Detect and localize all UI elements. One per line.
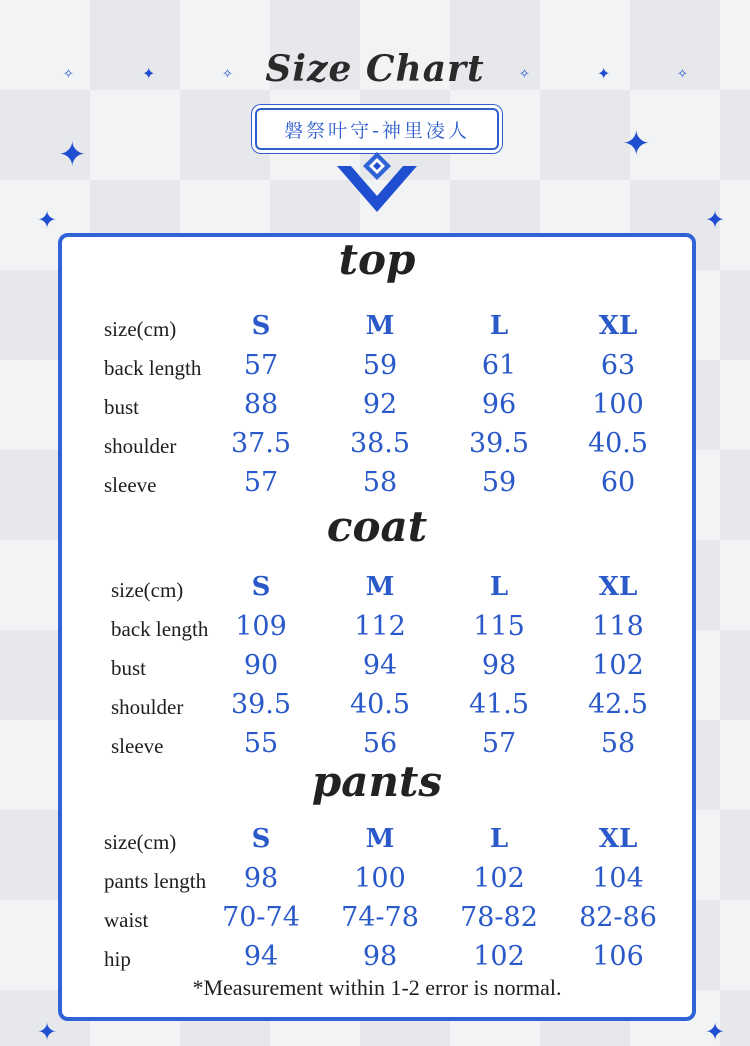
value-cell: 61 — [481, 350, 517, 381]
value-cell: 88 — [243, 389, 279, 420]
row-label: bust — [104, 395, 140, 419]
table-row — [62, 311, 692, 350]
value-cell: 57 — [243, 350, 279, 381]
value-cell: 59 — [362, 350, 398, 381]
section-title-top: top — [338, 235, 416, 284]
value-cell: 57 — [481, 728, 517, 759]
star-icon: ✦ — [37, 1018, 58, 1046]
table-row — [62, 650, 692, 689]
table-row — [62, 350, 692, 389]
size-header-cell: XL — [598, 824, 638, 854]
value-cell: 56 — [362, 728, 398, 759]
value-cell: 59 — [481, 467, 517, 498]
table-row — [62, 428, 692, 467]
value-cell: 102 — [473, 863, 525, 894]
row-label: shoulder — [111, 695, 184, 719]
value-cell: 96 — [481, 389, 517, 420]
row-label: hip — [104, 947, 131, 971]
value-cell: 74-78 — [341, 902, 419, 933]
value-cell: 100 — [354, 863, 406, 894]
value-cell: 40.5 — [587, 428, 649, 459]
size-header-cell: M — [365, 824, 395, 854]
value-cell: 118 — [592, 611, 644, 642]
value-cell: 39.5 — [230, 689, 292, 720]
value-cell: 37.5 — [230, 428, 292, 459]
value-cell: 98 — [243, 863, 279, 894]
row-label: sleeve — [111, 734, 164, 758]
row-label: size(cm) — [111, 578, 184, 602]
subtitle-banner — [255, 108, 499, 150]
value-cell: 39.5 — [468, 428, 530, 459]
value-cell: 78-82 — [460, 902, 538, 933]
table-row — [62, 611, 692, 650]
star-icon: ✦ — [142, 64, 156, 83]
measurement-note: *Measurement within 1-2 error is normal. — [192, 975, 562, 1000]
size-header-cell: M — [365, 311, 395, 341]
row-label: back length — [104, 356, 202, 380]
size-header-cell: XL — [598, 572, 638, 602]
value-cell: 82-86 — [579, 902, 657, 933]
value-cell: 98 — [362, 941, 398, 972]
star-icon: ✦ — [597, 64, 611, 83]
star-outline-icon: ✧ — [63, 67, 74, 82]
section-title-pants: pants — [311, 757, 443, 806]
size-header-cell: S — [251, 572, 271, 602]
star-outline-icon: ✧ — [519, 67, 530, 82]
value-cell: 63 — [600, 350, 636, 381]
value-cell: 60 — [600, 467, 636, 498]
star-icon: ✦ — [37, 206, 58, 234]
star-outline-icon: ✧ — [677, 67, 688, 82]
value-cell: 38.5 — [349, 428, 411, 459]
value-cell: 109 — [235, 611, 287, 642]
row-label: pants length — [104, 869, 207, 893]
table-row — [62, 902, 692, 941]
table-row — [62, 824, 692, 863]
section-title-coat: coat — [326, 502, 428, 551]
row-label: size(cm) — [104, 317, 177, 341]
size-header-cell: L — [489, 572, 509, 602]
value-cell: 42.5 — [587, 689, 649, 720]
value-cell: 102 — [592, 650, 644, 681]
size-header-cell: S — [251, 824, 271, 854]
star-icon: ✦ — [622, 124, 651, 164]
row-label: size(cm) — [104, 830, 177, 854]
star-icon: ✦ — [58, 135, 87, 175]
row-label: back length — [111, 617, 209, 641]
table-row — [62, 689, 692, 728]
page-title: Size Chart — [265, 48, 485, 90]
value-cell: 115 — [473, 611, 525, 642]
table-row — [62, 863, 692, 902]
size-table-card — [58, 233, 696, 1021]
table-row — [62, 389, 692, 428]
value-cell: 92 — [362, 389, 398, 420]
row-label: bust — [111, 656, 147, 680]
value-cell: 58 — [600, 728, 636, 759]
value-cell: 40.5 — [349, 689, 411, 720]
star-icon: ✦ — [705, 1018, 726, 1046]
row-label: shoulder — [104, 434, 177, 458]
value-cell: 94 — [362, 650, 398, 681]
subtitle-text: 磐祭叶守-神里凌人 — [284, 119, 470, 142]
value-cell: 58 — [362, 467, 398, 498]
value-cell: 100 — [592, 389, 644, 420]
value-cell: 55 — [243, 728, 279, 759]
value-cell: 102 — [473, 941, 525, 972]
value-cell: 41.5 — [468, 689, 530, 720]
diamond-emblem-icon — [335, 152, 419, 218]
value-cell: 70-74 — [222, 902, 300, 933]
size-header-cell: S — [251, 311, 271, 341]
table-row — [62, 467, 692, 506]
star-outline-icon: ✧ — [222, 67, 233, 82]
size-header-cell: XL — [598, 311, 638, 341]
value-cell: 94 — [243, 941, 279, 972]
value-cell: 90 — [243, 650, 279, 681]
star-icon: ✦ — [705, 206, 726, 234]
size-header-cell: L — [489, 311, 509, 341]
value-cell: 98 — [481, 650, 517, 681]
size-header-cell: M — [365, 572, 395, 602]
value-cell: 104 — [592, 863, 644, 894]
size-header-cell: L — [489, 824, 509, 854]
row-label: sleeve — [104, 473, 157, 497]
value-cell: 106 — [592, 941, 644, 972]
value-cell: 57 — [243, 467, 279, 498]
table-row — [62, 572, 692, 611]
value-cell: 112 — [354, 611, 406, 642]
row-label: waist — [104, 908, 149, 932]
